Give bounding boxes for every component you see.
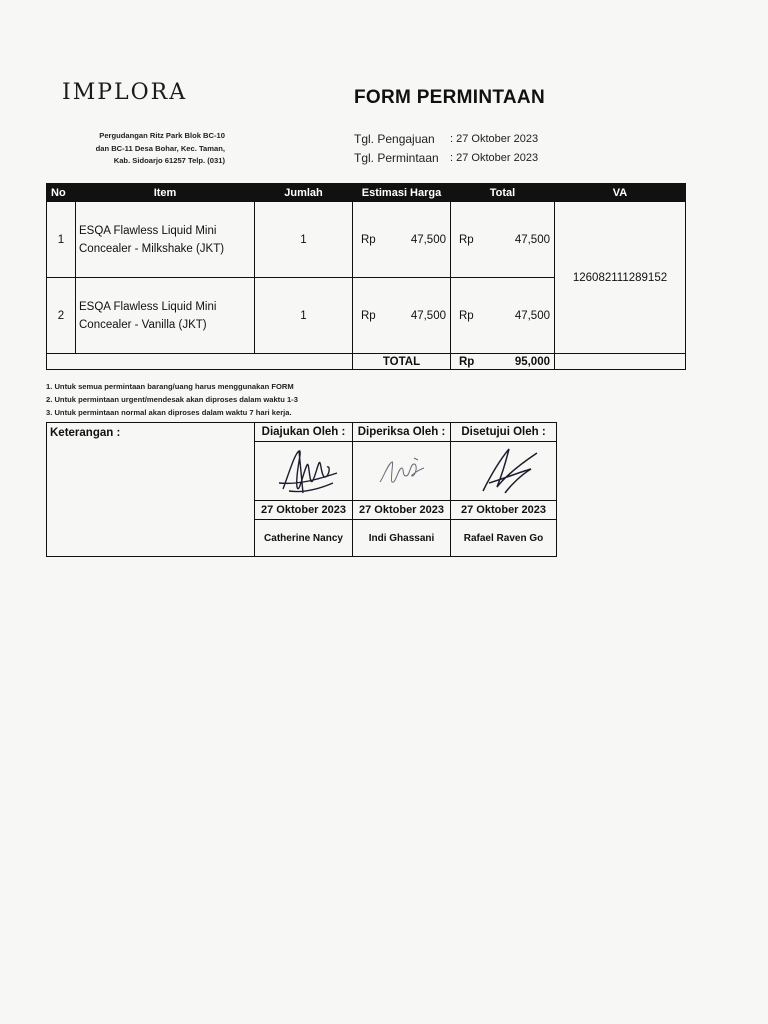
row-price (353, 202, 451, 278)
submitter-date: 27 Oktober 2023 (255, 501, 353, 520)
approver-date: 27 Oktober 2023 (451, 501, 557, 520)
checker-date: 27 Oktober 2023 (353, 501, 451, 520)
total-row (47, 354, 686, 370)
company-logo: IMPLORA (62, 80, 188, 105)
remarks-cell (47, 423, 255, 557)
row-total (451, 278, 555, 354)
company-address (40, 130, 225, 168)
total-row-va-spacer (555, 354, 686, 370)
item-name-line: Concealer - Milkshake (JKT) (79, 242, 225, 255)
signature-checker (353, 442, 451, 501)
signature-approver (451, 442, 557, 501)
signature-submitter (255, 442, 353, 501)
total-currency: Rp (459, 309, 474, 322)
price-value: 47,500 (410, 233, 446, 246)
submission-date-row (354, 132, 538, 151)
row-item (76, 202, 255, 278)
va-number: 126082111289152 (555, 202, 686, 354)
request-date-value: : 27 Oktober 2023 (450, 152, 539, 164)
signature-2-icon (362, 446, 442, 496)
grand-total-currency: Rp (459, 355, 475, 368)
note-item: 3. Untuk permintaan normal akan diproses dalam waktu 7 hari kerja. (46, 408, 292, 417)
header-price: Estimasi Harga (353, 184, 451, 202)
notes-list (46, 380, 298, 419)
total-row-spacer (47, 354, 353, 370)
form-title: FORM PERMINTAAN (354, 87, 545, 108)
item-name-line: ESQA Flawless Liquid Mini (79, 300, 217, 313)
note-item: 1. Untuk semua permintaan barang/uang harus menggunakan FORM (46, 382, 294, 391)
address-line: Kab. Sidoarjo 61257 Telp. (031) (113, 156, 225, 165)
request-date-row (354, 151, 538, 170)
approved-by-label: Disetujui Oleh : (451, 423, 557, 442)
submitted-by-label: Diajukan Oleh : (255, 423, 353, 442)
row-total (451, 202, 555, 278)
approver-name: Rafael Raven Go (451, 520, 557, 557)
header-no: No (47, 184, 76, 202)
table-row (47, 202, 686, 278)
item-name-line: Concealer - Vanilla (JKT) (79, 318, 207, 331)
table-header-row (47, 184, 686, 202)
submission-date-value: : 27 Oktober 2023 (450, 133, 539, 145)
row-no: 1 (47, 202, 76, 278)
note-item: 2. Untuk permintaan urgent/mendesak akan diproses dalam waktu 1-3 (46, 395, 298, 404)
items-table (46, 183, 686, 370)
header-va: VA (555, 184, 686, 202)
row-qty: 1 (255, 278, 353, 354)
row-price (353, 278, 451, 354)
submission-date-label: Tgl. Pengajuan (354, 132, 435, 146)
total-value: 47,500 (514, 309, 550, 322)
form-dates (354, 132, 538, 170)
submitter-name: Catherine Nancy (255, 520, 353, 557)
approval-table (46, 422, 557, 557)
price-currency: Rp (361, 309, 376, 322)
checked-by-label: Diperiksa Oleh : (353, 423, 451, 442)
row-no: 2 (47, 278, 76, 354)
total-label: TOTAL (353, 354, 451, 370)
grand-total (451, 354, 555, 370)
remarks-label: Keterangan : (50, 427, 121, 439)
checker-name: Indi Ghassani (353, 520, 451, 557)
grand-total-value: 95,000 (514, 355, 550, 368)
address-line: Pergudangan Ritz Park Blok BC-10 (99, 131, 225, 140)
signature-1-icon (259, 443, 349, 499)
row-qty: 1 (255, 202, 353, 278)
item-name-line: ESQA Flawless Liquid Mini (79, 224, 217, 237)
header-item: Item (76, 184, 255, 202)
price-value: 47,500 (410, 309, 446, 322)
header-total: Total (451, 184, 555, 202)
price-currency: Rp (361, 233, 376, 246)
header-qty: Jumlah (255, 184, 353, 202)
total-currency: Rp (459, 233, 474, 246)
row-item (76, 278, 255, 354)
signature-3-icon (459, 443, 549, 499)
address-line: dan BC-11 Desa Bohar, Kec. Taman, (95, 143, 225, 153)
total-value: 47,500 (514, 233, 550, 246)
request-date-label: Tgl. Permintaan (354, 151, 439, 165)
